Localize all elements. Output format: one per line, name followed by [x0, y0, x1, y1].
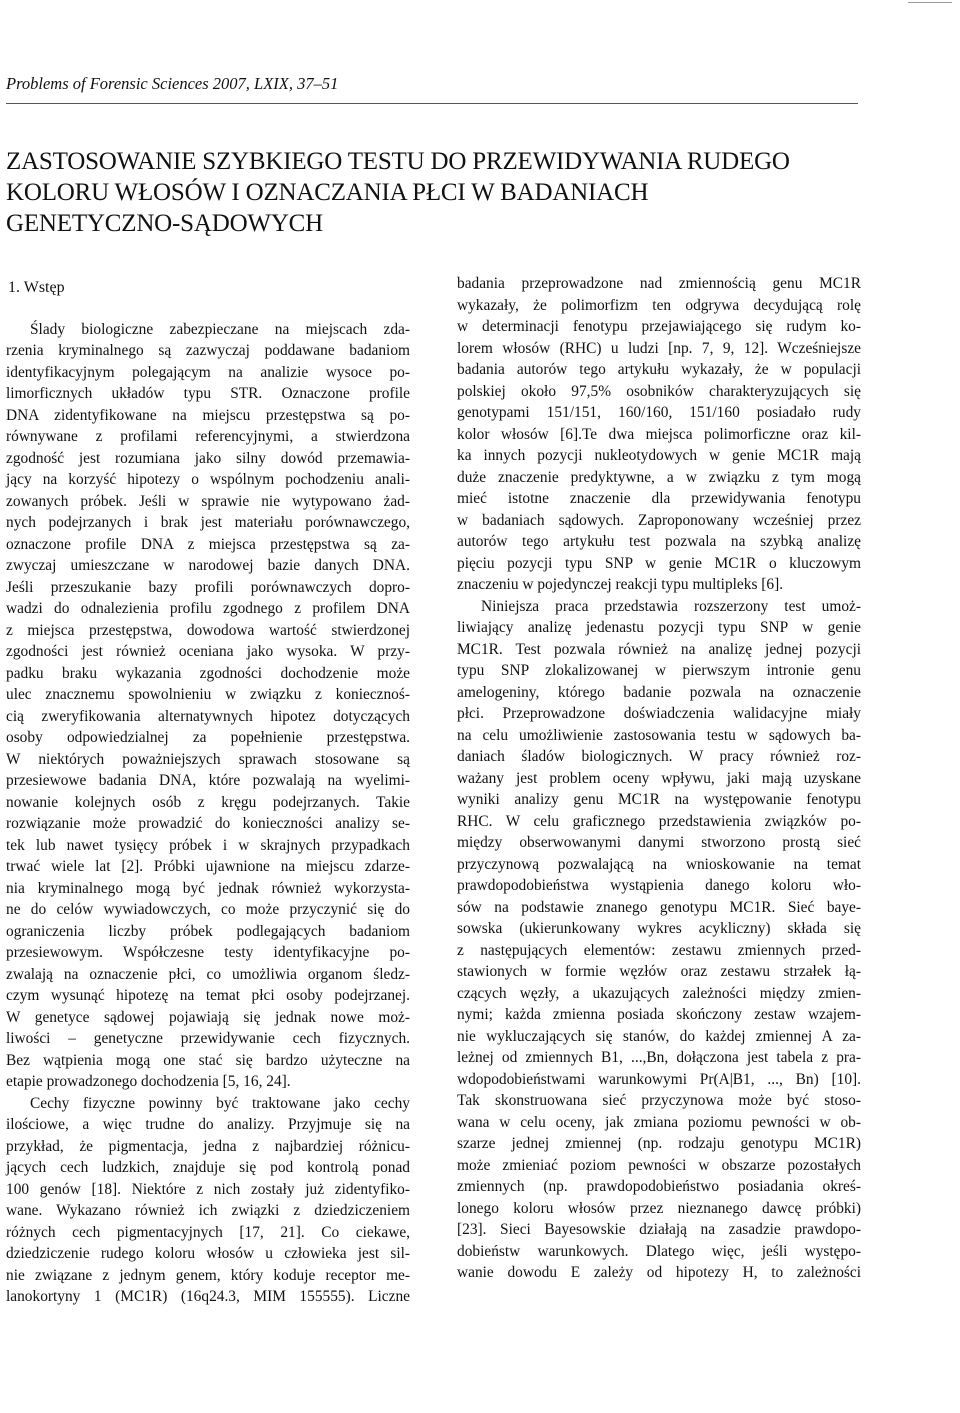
text-line: równywane z profilami referencyjnymi, a stwierdzona: [6, 428, 410, 445]
text-line: mieć istotne znaczenie dla przewidywania fenotypu: [457, 490, 861, 507]
text-line: rzenia kryminalnego są zazwyczaj poddawane badaniom: [6, 342, 410, 359]
text-line: zowanych próbek. Jeśli w sprawie nie wytypowano żad-: [6, 492, 410, 510]
text-line: różnych cech pigmentacyjnych [17, 21]. Co ciekawe,: [6, 1223, 410, 1241]
text-line: w badaniach sądowych. Zaproponowany wcześniej przez: [457, 511, 861, 529]
text-line: W niektórych poważniejszych sprawach stosowane są: [6, 750, 410, 768]
text-line: cią zweryfikowania alternatywnych hipotez dotyczących: [6, 707, 410, 725]
text-line: zmiennych (np. prawdopodobieństwo posiadania okreś-: [457, 1178, 861, 1195]
right-column: [457, 273, 861, 1284]
text-line: nie związane z jednym genem, który koduje receptor me-: [6, 1266, 410, 1284]
text-line: pięciu pozycji typu SNP w genie MC1R o kluczowym: [457, 554, 861, 572]
text-line: sowska (ukierunkowany wykres acykliczny) składa się: [457, 920, 861, 937]
text-line: badania autorów tego artykułu wykazały, że w populacji: [457, 361, 861, 378]
text-line: stawionych w formie węzłów oraz zestawu strzałek łą-: [457, 963, 861, 980]
text-line: ka innych pozycji nukleotydowych w genie MC1R mają: [457, 447, 861, 464]
text-line: jących cech ludzkich, znajduje się pod kontrolą ponad: [6, 1159, 410, 1176]
text-line: wanie dowodu E zależy od hipotezy H, to zależności: [457, 1264, 861, 1281]
text-line: zgodność jest rozumiana jako silny dowód przemawia-: [6, 449, 410, 467]
title-line: KOLORU WŁOSÓW I OZNACZANIA PŁCI W BADANIACH: [6, 179, 649, 206]
text-line: duże znaczenie predyktywne, a w związku z tym mogą: [457, 468, 861, 486]
text-line: zwalają na oznaczenie płci, co umożliwia organom śledz-: [6, 965, 410, 983]
text-line: sów na podstawie znanego genotypu MC1R. Sieć baye-: [457, 898, 861, 916]
text-line: może zmieniać poziom pewności w obszarze pozostałych: [457, 1156, 861, 1174]
text-line: rozwiązanie może prowadzić do konieczności analizy se-: [6, 815, 410, 832]
text-line: dziedziczenie rudego koloru włosów u człowieka jest sil-: [6, 1245, 410, 1262]
journal-header: Problems of Forensic Sciences 2007, LXIX, 37–51: [6, 74, 339, 93]
text-line: ilościowe, a więc trudne do analizy. Przyjmuje się na: [6, 1116, 410, 1133]
text-line: Tak skonstruowana sieć przyczynowa może być stoso-: [457, 1092, 861, 1109]
text-line: znaczeniu w pojedynczej reakcji typu multipleks [6].: [457, 576, 784, 593]
text-line: MC1R. Test pozwala również na analizę jednej pozycji: [457, 640, 861, 658]
title-line: GENETYCZNO-SĄDOWYCH: [6, 210, 324, 237]
text-line: [23]. Sieci Bayesowskie działają na zasadzie prawdopo-: [457, 1221, 861, 1238]
text-line: DNA zidentyfikowane na miejscu przestępstwa są po-: [6, 406, 410, 424]
text-line: typu SNP zlokalizowanej w pierwszym intronie genu: [457, 662, 861, 679]
title-line: ZASTOSOWANIE SZYBKIEGO TESTU DO PRZEWIDYWANIA RUDEGO: [6, 148, 790, 175]
text-line: padku braku wykazania zgodności dochodzenie może: [6, 664, 410, 682]
text-line: Niniejsza praca przedstawia rozszerzony test umoż-: [481, 597, 861, 615]
text-line: lonego koloru włosów przez nieznanego dawcę próbki): [457, 1199, 861, 1217]
text-line: prawdopodobieństwa wystąpienia danego koloru wło-: [457, 877, 861, 894]
text-line: z następujących elementów: zestawu zmiennych przed-: [457, 941, 861, 959]
text-line: autorów tego artykułu test pozwala na szybką analizę: [457, 533, 861, 550]
text-line: liwiający analizę jedenastu pozycji typu SNP w genie: [457, 619, 861, 636]
text-line: dobieństw warunkowych. Dlatego więc, jeśli występo-: [457, 1242, 861, 1260]
text-line: limorficznych układów typu STR. Oznaczone profile: [6, 385, 410, 402]
left-column: [6, 273, 410, 1308]
text-line: liwości – genetyczne przewidywanie cech fizycznych.: [6, 1030, 410, 1047]
corner-mark: [908, 2, 952, 3]
text-line: tek lub nawet tysięcy próbek i w skrajnych przypadkach: [6, 836, 410, 854]
text-line: amelogeniny, którego badanie pozwala na oznaczenie: [457, 683, 861, 701]
text-line: czących węzły, a ukazujących zależności między zmien-: [457, 984, 861, 1002]
text-line: Ślady biologiczne zabezpieczane na miejscach zda-: [30, 320, 410, 338]
text-line: nowanie kolejnych osób z kręgu podejrzanych. Takie: [6, 793, 410, 811]
text-line: jący na korzyść hipotezy o wspólnym pochodzeniu anali-: [6, 471, 410, 488]
text-line: trwać wiele lat [2]. Próbki ujawnione na miejscu zdarze-: [6, 858, 410, 875]
text-line: identyfikacyjnym polegającym na analizie wysoce po-: [6, 363, 410, 381]
text-line: Jeśli przeszukanie bazy profili porównawczych dopro-: [6, 578, 410, 596]
text-line: płci. Przeprowadzone doświadczenia walidacyjne miały: [457, 705, 861, 722]
text-line: wykazały, że polimorfizm ten odgrywa decydującą rolę: [457, 296, 861, 314]
article-title: [6, 146, 906, 239]
text-line: ulec znacznemu spowolnieniu w związku z koniecznoś-: [6, 686, 410, 703]
text-line: przykład, że pigmentacja, jedna z najbardziej różnicu-: [6, 1137, 410, 1155]
text-line: etapie prowadzonego dochodzenia [5, 16, 24].: [6, 1073, 291, 1090]
text-line: daniach śladów biologicznych. W pracy również roz-: [457, 748, 861, 765]
text-line: wane. Wykazano również ich związki z dziedziczeniem: [6, 1202, 410, 1219]
text-line: lorem włosów (RHC) u ludzi [np. 7, 9, 12]. Wcześniejsze: [457, 339, 861, 357]
text-line: przesiewowym. Współczesne testy identyfikacyjne po-: [6, 944, 410, 961]
text-line: czym wysunąć hipotezę na temat płci osoby podejrzanej.: [6, 987, 410, 1004]
text-line: osoby odpowiedzialnej za popełnienie przestępstwa.: [6, 729, 410, 746]
section-heading: 1. Wstęp: [8, 279, 65, 296]
text-line: Cechy fizyczne powinny być traktowane jako cechy: [30, 1094, 410, 1112]
text-line: wdopodobieństwami warunkowymi Pr(A|B1, ..., Bn) [10].: [457, 1070, 861, 1088]
text-line: na celu umożliwienie zastosowania testu w sądowych ba-: [457, 726, 861, 744]
text-line: nie wykluczających się stanów, do każdej zmiennej A za-: [457, 1027, 861, 1045]
text-line: przyczynową pozwalającą na wnioskowanie na temat: [457, 855, 861, 873]
text-line: ograniczenia liczby próbek podlegających badaniom: [6, 922, 410, 940]
text-line: ważany jest problem oceny wpływu, jaki mają uzyskane: [457, 769, 861, 787]
text-line: w determinacji fenotypu przejawiającego się rudym ko-: [457, 318, 861, 335]
text-line: oznaczone profile DNA z miejsca przestępstwa są za-: [6, 535, 410, 553]
text-line: szarze jednej zmiennej (np. rodzaju genotypu MC1R): [457, 1135, 861, 1152]
text-line: kolor włosów [6].Te dwa miejsca polimorficzne oraz kil-: [457, 425, 861, 443]
text-line: przesiewowe badania DNA, które pozwalają na wyelimi-: [6, 772, 410, 789]
text-line: wana w celu oceny, jak zmiana poziomu pewności w ob-: [457, 1113, 861, 1131]
text-line: nia kryminalnego mogą być jednak również wykorzysta-: [6, 879, 410, 897]
text-line: leżnej od zmiennych B1, ...,Bn, dołączona jest tabela z pra-: [457, 1049, 861, 1066]
text-line: polskiej około 97,5% osobników charakteryzujących się: [457, 382, 861, 400]
text-line: RHC. W celu graficznego przedstawienia związków po-: [457, 812, 861, 830]
text-line: W genetyce sądowej pojawiają się jednak nowe moż-: [6, 1008, 410, 1026]
text-line: między obserwowanymi danymi stworzono prostą sieć: [457, 834, 861, 851]
text-line: wadzi do odnalezienia profilu zgodnego z profilem DNA: [6, 600, 410, 617]
text-line: zgodności jest również oceniana jako wysoka. W przy-: [6, 643, 410, 660]
text-line: ne do celów wywiadowczych, co może przyczynić się do: [6, 901, 410, 918]
header-rule: [6, 103, 858, 104]
text-line: zwyczaj umieszczane w narodowej bazie danych DNA.: [6, 557, 410, 574]
text-line: nymi; każda zmienna posiada skończony zestaw wzajem-: [457, 1006, 861, 1023]
text-line: genotypami 151/151, 160/160, 151/160 posiadało rudy: [457, 404, 861, 421]
text-line: nych podejrzanych i brak jest materiału porównawczego,: [6, 514, 410, 531]
text-line: z miejsca przestępstwa, dowodowa wartość stwierdzonej: [6, 621, 410, 639]
text-line: badania przeprowadzone nad zmiennością genu MC1R: [457, 275, 861, 292]
text-line: lanokortyny 1 (MC1R) (16q24.3, MIM 155555). Liczne: [6, 1288, 410, 1305]
text-line: wyniki analizy genu MC1R na występowanie fenotypu: [457, 791, 861, 808]
text-line: 100 genów [18]. Niektóre z nich zostały już zidentyfiko-: [6, 1180, 410, 1198]
text-line: Bez wątpienia mogą one stać się bardzo użyteczne na: [6, 1051, 410, 1069]
